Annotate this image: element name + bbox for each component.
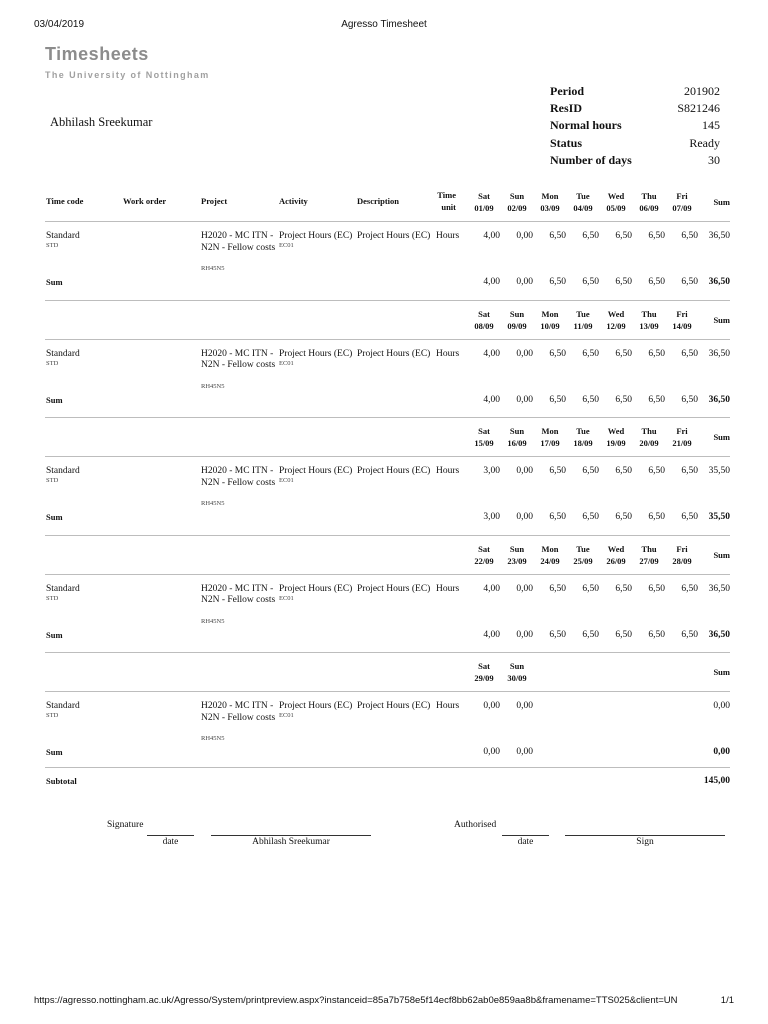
day-hours: 6,50 <box>549 348 566 359</box>
time-code-sub: STD <box>46 359 59 367</box>
day-header: Sun <box>509 308 525 319</box>
day-hours: 0,00 <box>516 231 533 241</box>
info-row-resid <box>550 101 720 118</box>
day-hours: 6,50 <box>648 583 665 594</box>
day-hours: 6,50 <box>681 348 698 359</box>
info-row-period <box>550 84 720 101</box>
row-sum: 36,50 <box>708 348 730 359</box>
print-date: 03/04/2019 <box>34 19 85 30</box>
day-hours: 0,00 <box>516 466 533 476</box>
day-date-header: 01/09 <box>474 203 494 213</box>
info-row-number-of-days <box>550 153 720 170</box>
description: Project Hours (EC) <box>357 466 431 476</box>
day-header: Thu <box>641 191 657 201</box>
day-header: Mon <box>541 191 559 201</box>
day-date-header: 07/09 <box>672 203 692 213</box>
time-code-sub: STD <box>46 477 59 484</box>
day-hours: 6,50 <box>681 583 698 594</box>
signature-label: Signature <box>107 820 144 830</box>
description: Project Hours (EC) <box>357 583 431 594</box>
day-sum: 6,50 <box>648 277 665 287</box>
day-header: Wed <box>607 543 625 554</box>
info-label: ResID <box>550 101 582 116</box>
day-hours: 0,00 <box>483 701 500 711</box>
column-header-activity: Activity <box>279 196 308 206</box>
activity-code: EC01 <box>279 477 294 484</box>
day-date-header: 29/09 <box>474 673 494 683</box>
sum-column-header: Sum <box>713 549 730 560</box>
day-header: Fri <box>676 543 688 554</box>
day-sum: 0,00 <box>516 394 533 405</box>
day-sum: 6,50 <box>549 512 566 522</box>
day-sum: 6,50 <box>648 629 665 640</box>
day-sum: 0,00 <box>516 277 533 287</box>
table-divider <box>45 691 730 692</box>
row-sum: 36,50 <box>708 231 730 241</box>
print-url: https://agresso.nottingham.ac.uk/Agresso/System/printpreview.aspx?instanceid=85a7b758e5f14ecf8bb62ab0e859aa8b&framename=TTS025&client=UN <box>34 995 678 1006</box>
signature-date-caption: date <box>162 837 179 847</box>
day-header: Thu <box>641 543 657 554</box>
project-name: H2020 - MC ITN - N2N - Fellow costs <box>201 466 276 488</box>
day-sum: 6,50 <box>615 394 632 405</box>
authorised-date-caption: date <box>517 837 534 847</box>
day-header: Fri <box>676 426 688 436</box>
day-header: Tue <box>576 543 590 554</box>
info-value: 30 <box>708 152 720 167</box>
day-date-header: 14/09 <box>672 320 692 331</box>
day-date-header: 12/09 <box>606 320 626 331</box>
activity-code: EC01 <box>279 359 294 367</box>
day-header: Fri <box>676 191 688 201</box>
day-header: Mon <box>541 426 559 436</box>
time-unit: Hours <box>436 701 460 711</box>
row-sum: 36,50 <box>708 583 730 594</box>
project-code: RH45N5 <box>201 265 225 272</box>
day-sum: 6,50 <box>582 277 599 287</box>
table-divider <box>45 574 730 575</box>
day-date-header: 20/09 <box>639 438 659 448</box>
day-hours: 3,00 <box>483 466 500 476</box>
info-label: Status <box>550 135 583 150</box>
time-code: Standard <box>46 701 80 711</box>
authorised-date-line <box>502 835 549 836</box>
day-sum: 6,50 <box>648 512 665 522</box>
time-code-sub: STD <box>46 712 59 719</box>
day-sum: 6,50 <box>648 394 665 405</box>
day-header: Sat <box>478 308 490 319</box>
sum-column-header: Sum <box>713 314 730 325</box>
time-unit: Hours <box>436 583 460 594</box>
day-date-header: 15/09 <box>474 438 494 448</box>
authorised-sign-caption: Sign <box>636 837 654 847</box>
description: Project Hours (EC) <box>357 701 431 711</box>
day-hours: 4,00 <box>483 348 500 359</box>
time-code: Standard <box>46 348 80 359</box>
subtotal-value: 145,00 <box>703 776 730 786</box>
day-sum: 6,50 <box>681 629 698 640</box>
sum-label: Sum <box>46 512 63 522</box>
column-header-work-order: Work order <box>123 196 167 206</box>
day-date-header: 08/09 <box>474 320 494 331</box>
project-code: RH45N5 <box>201 735 225 742</box>
print-page-number: 1/1 <box>720 995 734 1006</box>
day-hours: 6,50 <box>582 348 599 359</box>
day-date-header: 09/09 <box>507 320 527 331</box>
signature-name: Abhilash Sreekumar <box>252 837 330 847</box>
day-hours: 6,50 <box>549 231 566 241</box>
week-sum-total: 35,50 <box>708 512 730 522</box>
day-header: Mon <box>541 308 559 319</box>
activity-name: Project Hours (EC) <box>279 231 353 241</box>
day-hours: 6,50 <box>615 466 632 476</box>
subtotal-label: Subtotal <box>46 776 77 786</box>
day-sum: 6,50 <box>549 629 566 640</box>
day-date-header: 05/09 <box>606 203 626 213</box>
day-header: Tue <box>576 426 590 436</box>
day-header: Sun <box>509 191 525 201</box>
signature-date-line <box>147 835 194 836</box>
time-unit: Hours <box>436 466 460 476</box>
day-header: Wed <box>607 308 625 319</box>
time-code-sub: STD <box>46 242 59 249</box>
day-hours: 6,50 <box>582 231 599 241</box>
day-header: Sun <box>509 426 525 436</box>
day-date-header: 06/09 <box>639 203 659 213</box>
day-hours: 6,50 <box>681 466 698 476</box>
info-row-status <box>550 136 720 153</box>
day-hours: 6,50 <box>615 583 632 594</box>
day-sum: 6,50 <box>549 277 566 287</box>
day-sum: 0,00 <box>483 747 500 757</box>
sum-column-header: Sum <box>713 667 730 677</box>
day-hours: 0,00 <box>516 583 533 594</box>
activity-name: Project Hours (EC) <box>279 583 353 594</box>
table-divider <box>45 456 730 457</box>
info-row-normal-hours <box>550 118 720 135</box>
activity-name: Project Hours (EC) <box>279 701 353 711</box>
day-header: Sat <box>478 661 490 671</box>
time-code: Standard <box>46 466 80 476</box>
info-label: Normal hours <box>550 118 622 133</box>
day-date-header: 10/09 <box>540 320 560 331</box>
project-code: RH45N5 <box>201 617 225 625</box>
day-date-header: 03/09 <box>540 203 560 213</box>
day-date-header: 22/09 <box>474 555 494 566</box>
project-code: RH45N5 <box>201 500 225 507</box>
day-hours: 6,50 <box>615 231 632 241</box>
day-sum: 6,50 <box>615 629 632 640</box>
column-header-time-code: Time code <box>46 196 84 206</box>
day-sum: 0,00 <box>516 629 533 640</box>
activity-code: EC01 <box>279 712 294 719</box>
day-sum: 4,00 <box>483 277 500 287</box>
table-divider <box>45 417 730 418</box>
day-header: Tue <box>576 191 590 201</box>
print-title: Agresso Timesheet <box>341 19 427 30</box>
table-divider <box>45 339 730 340</box>
sum-label: Sum <box>46 747 63 757</box>
day-sum: 0,00 <box>516 747 533 757</box>
day-header: Sat <box>478 543 490 554</box>
time-code-sub: STD <box>46 594 59 602</box>
day-hours: 6,50 <box>681 231 698 241</box>
day-hours: 4,00 <box>483 231 500 241</box>
sum-label: Sum <box>46 629 63 640</box>
table-divider <box>45 221 730 222</box>
day-date-header: 23/09 <box>507 555 527 566</box>
project-name: H2020 - MC ITN - N2N - Fellow costs <box>201 348 276 370</box>
day-hours: 6,50 <box>582 466 599 476</box>
project-name: H2020 - MC ITN - N2N - Fellow costs <box>201 231 276 253</box>
day-sum: 6,50 <box>582 629 599 640</box>
info-value: S821246 <box>677 101 720 116</box>
day-header: Tue <box>576 308 590 319</box>
day-header: Sun <box>509 543 525 554</box>
day-date-header: 16/09 <box>507 438 527 448</box>
sum-label: Sum <box>46 394 63 405</box>
info-label: Period <box>550 84 584 98</box>
app-title: Timesheets <box>45 44 149 64</box>
info-value: 145 <box>702 118 720 133</box>
day-header: Sat <box>478 426 490 436</box>
day-header: Sun <box>509 661 525 671</box>
time-unit: Hours <box>436 231 460 241</box>
day-hours: 0,00 <box>516 701 533 711</box>
day-sum: 6,50 <box>681 394 698 405</box>
activity-code: EC01 <box>279 594 294 602</box>
day-date-header: 28/09 <box>672 555 692 566</box>
day-hours: 6,50 <box>615 348 632 359</box>
column-header-time-unit: Time unit <box>437 190 456 212</box>
day-date-header: 24/09 <box>540 555 560 566</box>
timesheet-info-panel <box>550 84 720 170</box>
day-sum: 6,50 <box>615 512 632 522</box>
day-header: Thu <box>641 426 657 436</box>
day-sum: 6,50 <box>681 512 698 522</box>
row-sum: 0,00 <box>713 701 730 711</box>
day-date-header: 11/09 <box>573 320 593 331</box>
day-sum: 6,50 <box>549 394 566 405</box>
day-date-header: 13/09 <box>639 320 659 331</box>
activity-name: Project Hours (EC) <box>279 466 353 476</box>
day-sum: 6,50 <box>615 277 632 287</box>
week-sum-total: 0,00 <box>713 747 730 757</box>
day-date-header: 25/09 <box>573 555 593 566</box>
day-header: Thu <box>641 308 657 319</box>
app-subtitle: The University of Nottingham <box>45 70 210 80</box>
time-unit: Hours <box>436 348 460 359</box>
day-date-header: 26/09 <box>606 555 626 566</box>
day-sum: 6,50 <box>681 277 698 287</box>
week-sum-total: 36,50 <box>708 277 730 287</box>
signature-name-line <box>211 835 371 836</box>
day-header: Fri <box>676 308 688 319</box>
day-sum: 4,00 <box>483 629 500 640</box>
day-hours: 4,00 <box>483 583 500 594</box>
day-sum: 6,50 <box>582 512 599 522</box>
day-header: Wed <box>607 191 625 201</box>
day-sum: 6,50 <box>582 394 599 405</box>
day-date-header: 02/09 <box>507 203 527 213</box>
column-header-project: Project <box>201 196 228 206</box>
info-value: 201902 <box>684 84 720 98</box>
day-hours: 6,50 <box>648 466 665 476</box>
authorised-sign-line <box>565 835 725 836</box>
day-hours: 6,50 <box>549 466 566 476</box>
week-sum-total: 36,50 <box>708 394 730 405</box>
day-date-header: 19/09 <box>606 438 626 448</box>
day-hours: 6,50 <box>648 231 665 241</box>
authorised-label: Authorised <box>454 820 497 830</box>
sum-label: Sum <box>46 277 63 287</box>
day-hours: 6,50 <box>582 583 599 594</box>
table-divider <box>45 300 730 301</box>
week-sum-total: 36,50 <box>708 629 730 640</box>
table-divider <box>45 535 730 536</box>
day-date-header: 27/09 <box>639 555 659 566</box>
sum-column-header: Sum <box>713 197 730 207</box>
info-value: Ready <box>689 135 720 150</box>
day-sum: 0,00 <box>516 512 533 522</box>
day-header: Mon <box>541 543 559 554</box>
table-divider <box>45 767 730 768</box>
day-date-header: 21/09 <box>672 438 692 448</box>
day-date-header: 17/09 <box>540 438 560 448</box>
row-sum: 35,50 <box>708 466 730 476</box>
day-hours: 0,00 <box>516 348 533 359</box>
day-header: Sat <box>478 191 490 201</box>
day-date-header: 04/09 <box>573 203 593 213</box>
day-date-header: 18/09 <box>573 438 593 448</box>
table-divider <box>45 652 730 653</box>
project-name: H2020 - MC ITN - N2N - Fellow costs <box>201 701 276 723</box>
project-code: RH45N5 <box>201 382 225 390</box>
activity-code: EC01 <box>279 242 294 249</box>
description: Project Hours (EC) <box>357 231 431 241</box>
info-label: Number of days <box>550 152 632 167</box>
activity-name: Project Hours (EC) <box>279 348 353 359</box>
sum-column-header: Sum <box>713 432 730 442</box>
day-sum: 4,00 <box>483 394 500 405</box>
resource-name: Abhilash Sreekumar <box>50 115 153 129</box>
project-name: H2020 - MC ITN - N2N - Fellow costs <box>201 583 276 605</box>
description: Project Hours (EC) <box>357 348 431 359</box>
day-hours: 6,50 <box>549 583 566 594</box>
time-code: Standard <box>46 231 80 241</box>
day-header: Wed <box>607 426 625 436</box>
column-header-description: Description <box>357 196 400 206</box>
day-hours: 6,50 <box>648 348 665 359</box>
time-code: Standard <box>46 583 80 594</box>
day-sum: 3,00 <box>483 512 500 522</box>
day-date-header: 30/09 <box>507 673 527 683</box>
